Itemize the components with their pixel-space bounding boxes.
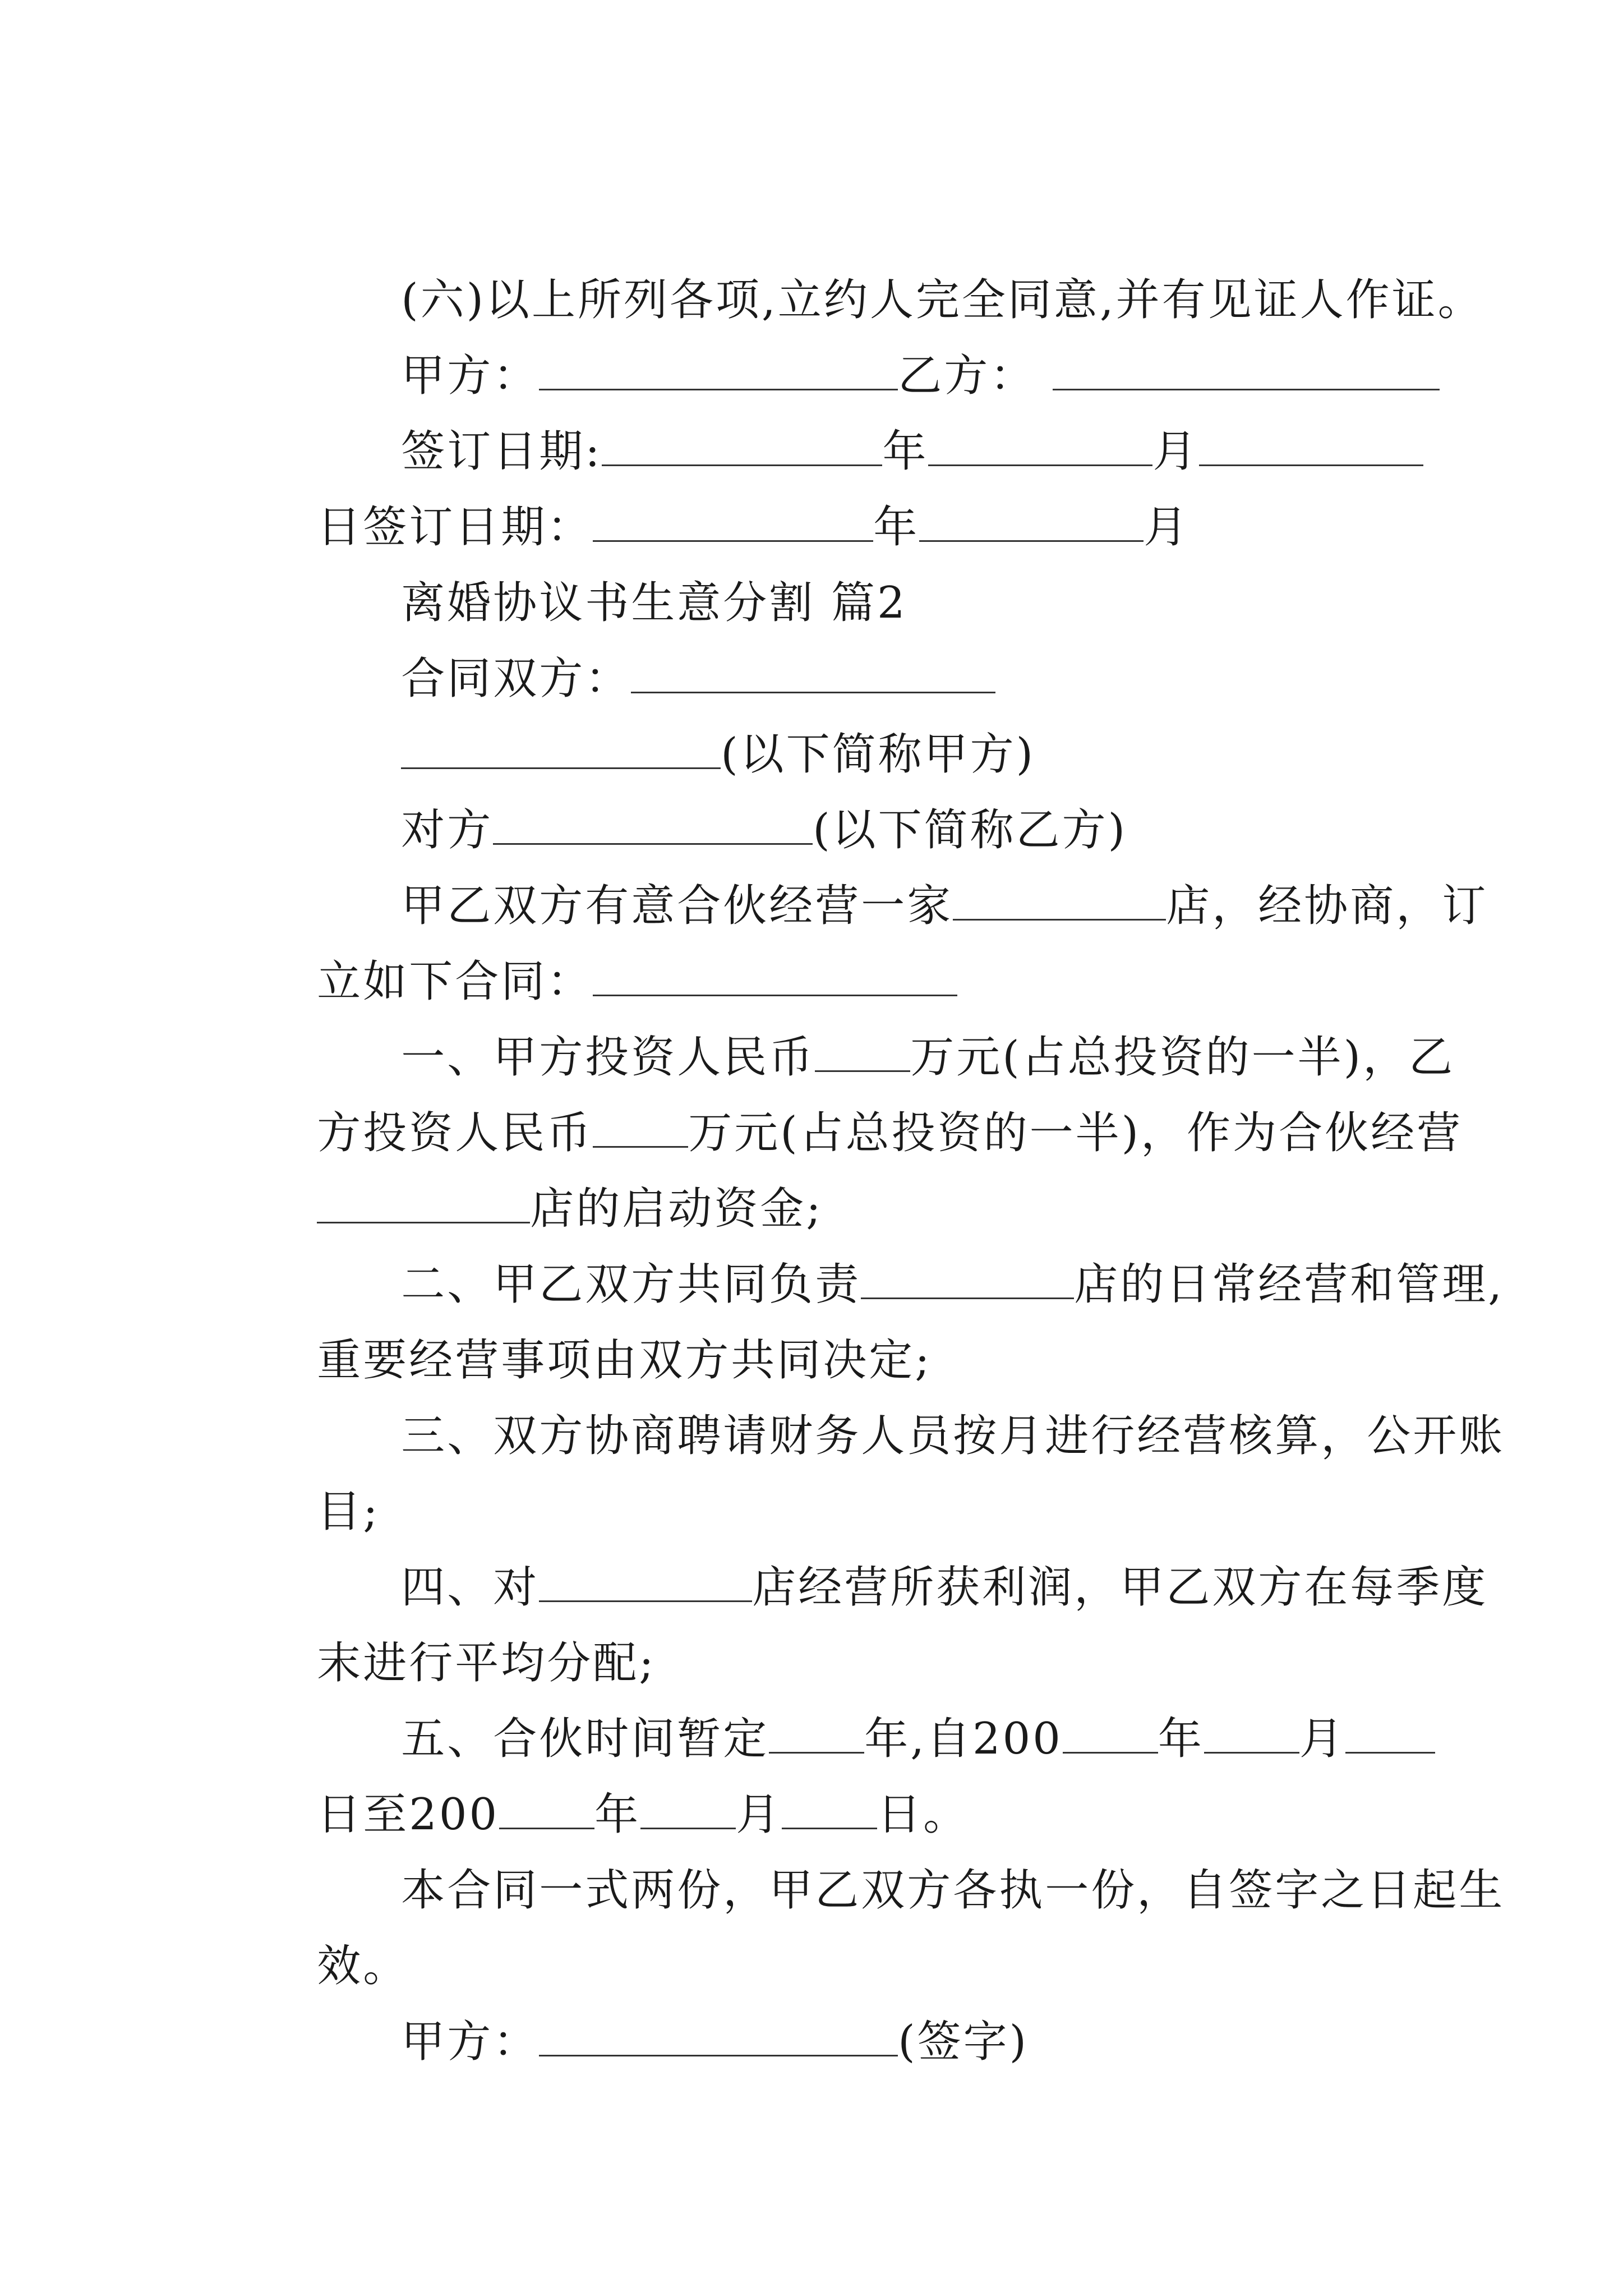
text-line: (六)以上所列各项,立约人完全同意,并有见证人作证。 — [401, 275, 1484, 325]
text-line: 一、甲方投资人民币 万元(占总投资的一半)，乙 — [401, 1032, 1455, 1083]
text-line: 店的启动资金; — [252, 1125, 823, 1293]
section-heading: 离婚协议书生意分割 篇2 — [401, 578, 907, 628]
text-line: 对方 (以下简称乙方) — [401, 805, 1128, 855]
text-line: 甲乙双方有意合伙经营一家 店，经协商，订 — [401, 881, 1488, 931]
text-line: 目; — [317, 1487, 380, 1537]
text-line: 立如下合同： — [252, 898, 957, 1066]
text-line: 合同双方： — [336, 595, 995, 763]
text-line: 末进行平均分配; — [317, 1638, 656, 1688]
sign-date-line: 签订日期: 年 月 — [336, 367, 1423, 536]
signature-line: 甲方： (签字) — [401, 2017, 1029, 2067]
text-line: 四、对 店经营所获利润，甲乙双方在每季度 — [401, 1562, 1488, 1613]
text-line: 本合同一式两份，甲乙双方各执一份，自签字之日起生 — [401, 1865, 1505, 1916]
text-line: 三、双方协商聘请财务人员按月进行经营核算，公开账 — [401, 1411, 1505, 1461]
text-line: 效。 — [317, 1941, 409, 1991]
party-a-signature-blank — [539, 2016, 898, 2056]
store-name-blank — [953, 880, 1166, 921]
day-blank — [1345, 1713, 1435, 1754]
text-line: 日至200 年 月 日。 — [317, 1789, 970, 1840]
text-line: (以下简称甲方) — [336, 670, 1035, 839]
text-line: 二、甲乙双方共同负责 店的日常经营和管理, — [401, 1259, 1504, 1310]
signature-line: 甲方： 乙方： — [336, 292, 1440, 460]
text-line: 方投资人民币 万元(占总投资的一半)，作为合伙经营 — [317, 1108, 1463, 1158]
month-blank — [1204, 1713, 1299, 1754]
text-line: 五、合伙时间暂定 年,自200 年 月 — [336, 1655, 1435, 1823]
month-blank — [919, 501, 1144, 542]
day-blank — [1199, 425, 1423, 466]
sign-date-line: 日签订日期： 年 月 — [317, 502, 1190, 553]
year-blank — [1063, 1713, 1158, 1754]
text-line: 重要经营事项由双方共同决定; — [317, 1335, 932, 1386]
